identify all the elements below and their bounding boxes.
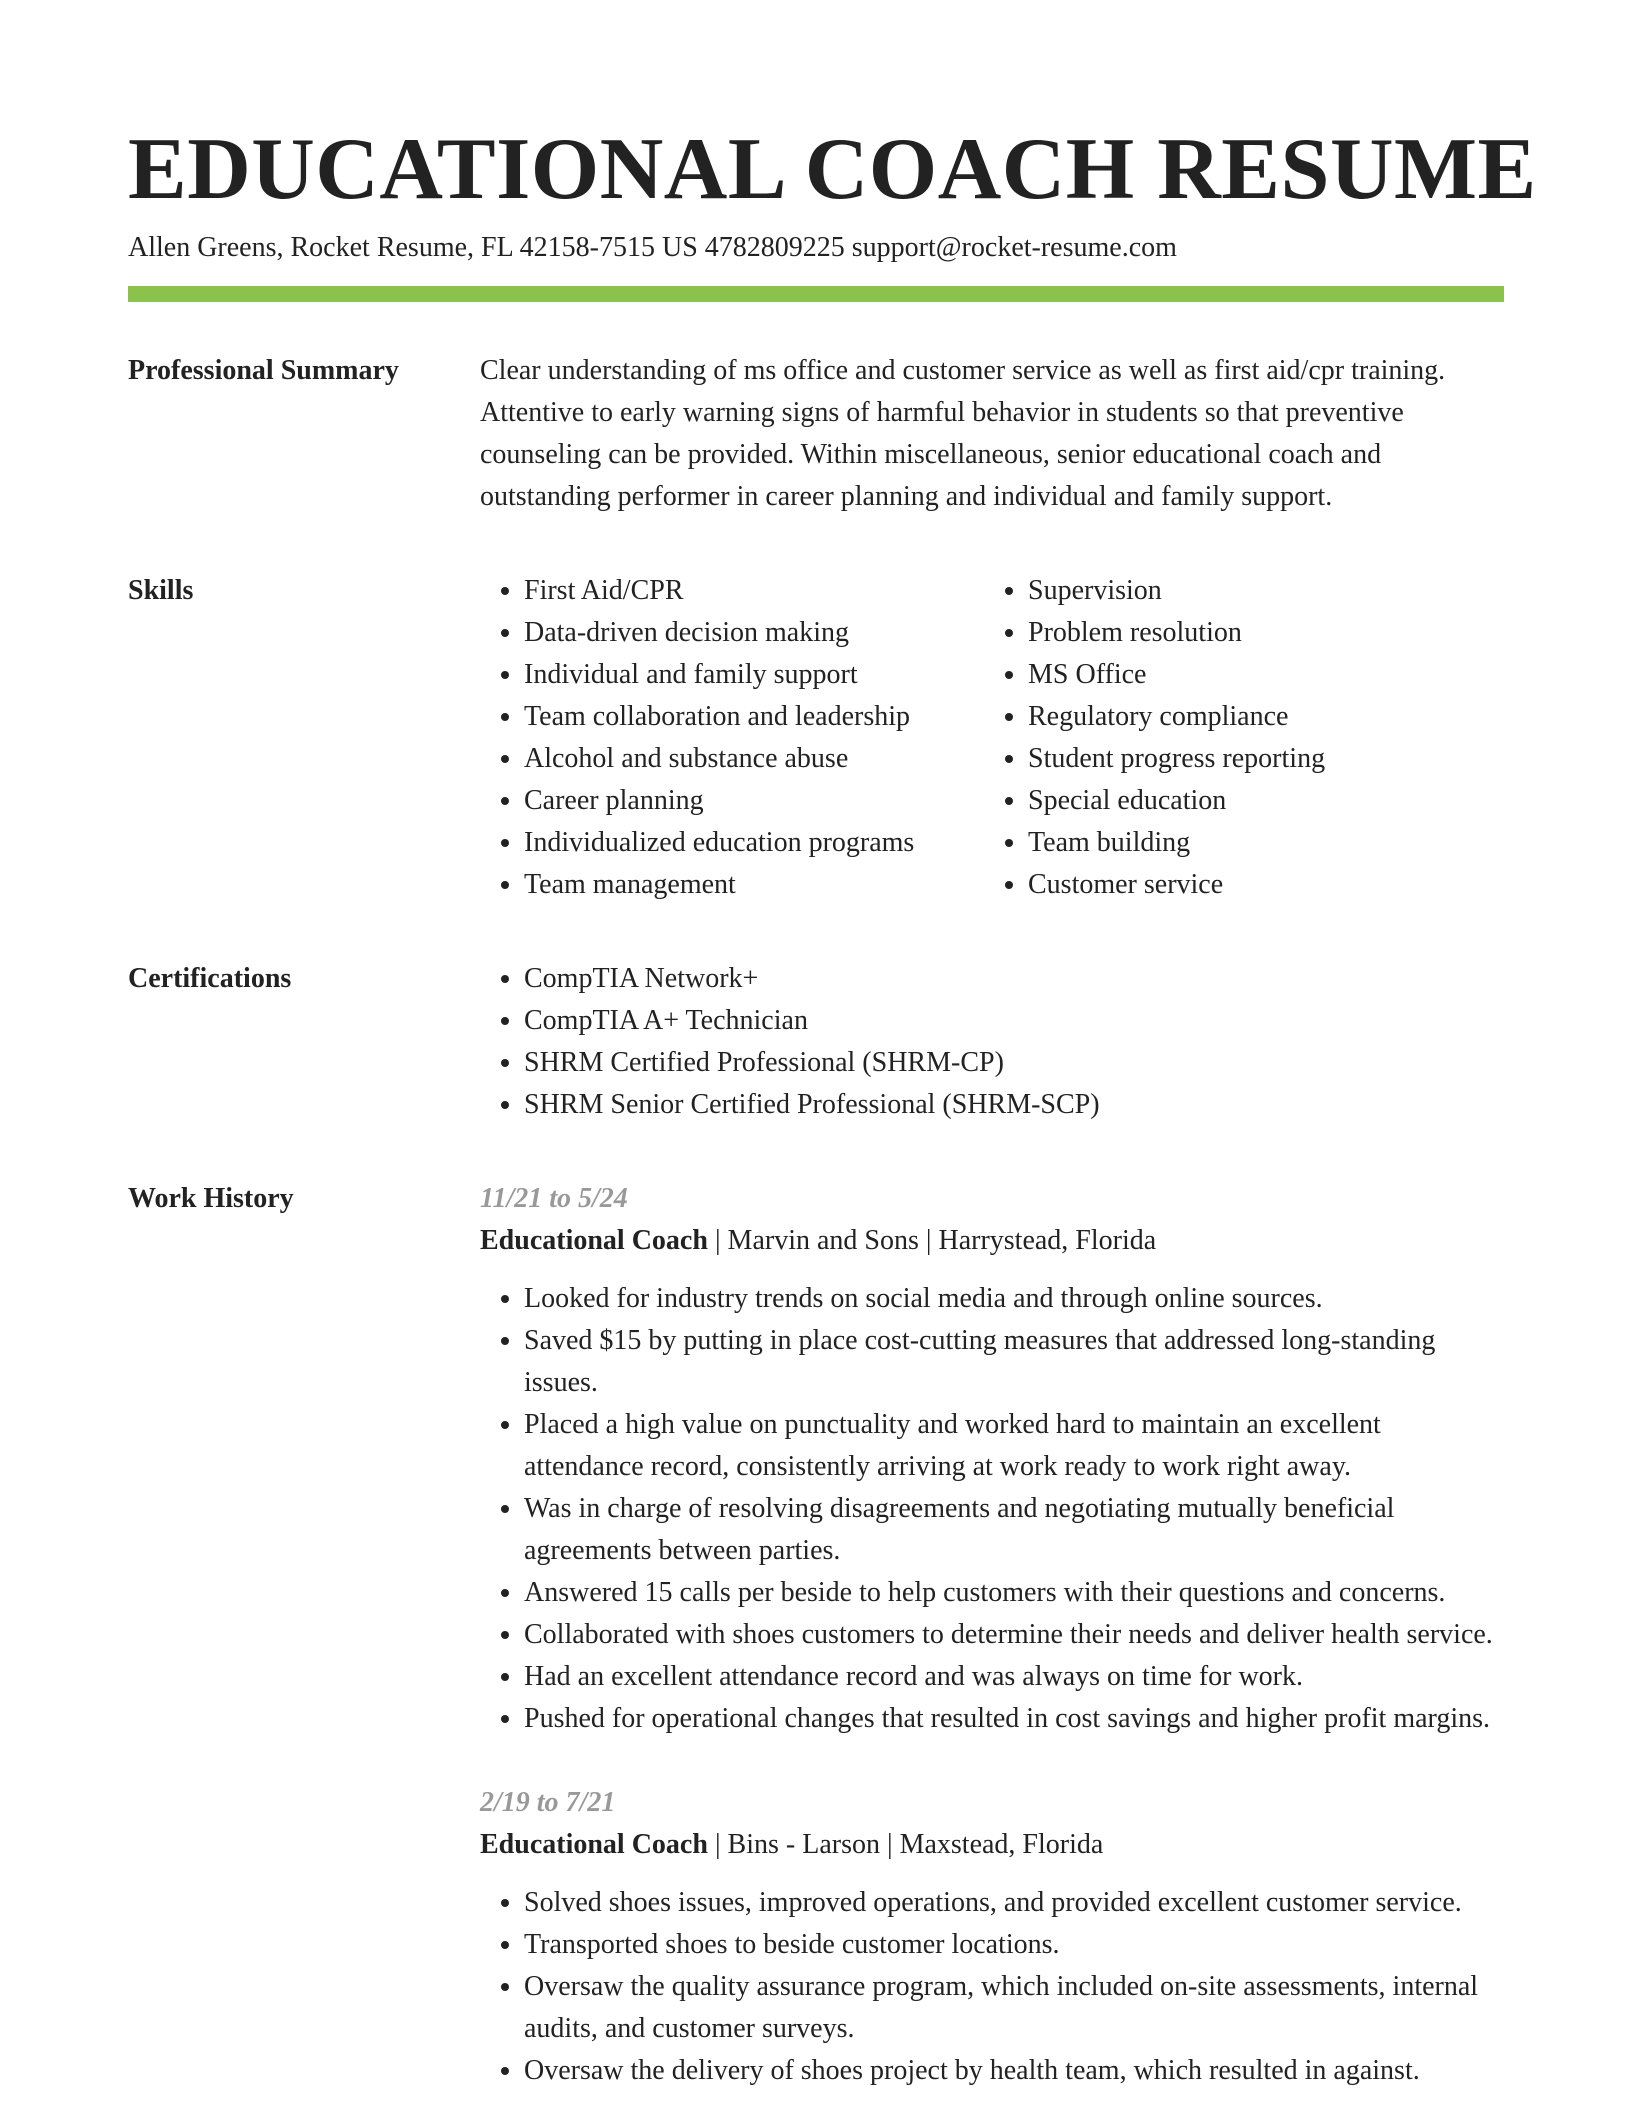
skill-item: • Individualized education programs: [524, 822, 984, 864]
section-label-work-history: Work History: [128, 1183, 294, 1214]
skill-item: • Customer service: [1028, 864, 1488, 906]
skills-section: [128, 570, 1504, 906]
summary-section: [128, 350, 1504, 518]
resume-title: EDUCATIONAL COACH RESUME: [128, 121, 1537, 218]
job-entry: [480, 1178, 1504, 1740]
job-title: Educational Coach: [480, 1829, 708, 1860]
job-bullet: • Placed a high value on punctuality and worked hard to maintain an excellent attendance record, consistently arriving at work ready to work right away.: [524, 1404, 1504, 1488]
certification-item: • SHRM Certified Professional (SHRM-CP): [524, 1042, 1504, 1084]
skill-item: • Data-driven decision making: [524, 612, 984, 654]
job-bullet: • Solved shoes issues, improved operations, and provided excellent customer service.: [524, 1882, 1504, 1924]
job-bullet: • Was in charge of resolving disagreements and negotiating mutually beneficial agreements between parties.: [524, 1488, 1504, 1572]
skills-list-left: [480, 570, 984, 906]
job-details: | Marvin and Sons | Harrystead, Florida: [707, 1225, 1157, 1256]
certifications-list: [480, 958, 1504, 1126]
certification-item: • CompTIA A+ Technician: [524, 1000, 1504, 1042]
contact-line: Allen Greens, Rocket Resume, FL 42158-7515 US 4782809225 support@rocket-resume.com: [128, 232, 1177, 263]
job-bullet: • Looked for industry trends on social media and through online sources.: [524, 1278, 1504, 1320]
certification-item: • SHRM Senior Certified Professional (SHRM-SCP): [524, 1084, 1504, 1126]
section-label-skills: Skills: [128, 575, 194, 606]
job-bullets: [480, 1278, 1504, 1740]
job-bullet: • Answered 15 calls per beside to help customers with their questions and concerns.: [524, 1572, 1504, 1614]
job-entry: [480, 1782, 1504, 2092]
summary-text: Clear understanding of ms office and customer service as well as first aid/cpr training. Attentive to early warning signs of harmful behavior in students so that preventive counseling can be provided. Within miscellaneous, senior educational coach and outstanding performer in career planning and individual and family support.: [480, 355, 1446, 512]
section-label-certifications: Certifications: [128, 963, 292, 994]
skill-item: • Team building: [1028, 822, 1488, 864]
job-dates: 11/21 to 5/24: [480, 1183, 628, 1214]
skill-item: • Career planning: [524, 780, 984, 822]
skill-item: • Team collaboration and leadership: [524, 696, 984, 738]
job-details: | Bins - Larson | Maxstead, Florida: [707, 1829, 1104, 1860]
skill-item: • Student progress reporting: [1028, 738, 1488, 780]
job-title: Educational Coach: [480, 1225, 708, 1256]
skill-item: • Problem resolution: [1028, 612, 1488, 654]
skill-item: • First Aid/CPR: [524, 570, 984, 612]
job-bullet: • Transported shoes to beside customer locations.: [524, 1924, 1504, 1966]
job-bullet: • Pushed for operational changes that resulted in cost savings and higher profit margins.: [524, 1698, 1504, 1740]
certifications-section: [128, 958, 1504, 1126]
resume-page: [128, 120, 1537, 2092]
skills-list-right: [984, 570, 1488, 906]
skill-item: • Special education: [1028, 780, 1488, 822]
job-bullet: • Had an excellent attendance record and was always on time for work.: [524, 1656, 1504, 1698]
skill-item: • Supervision: [1028, 570, 1488, 612]
job-heading: [480, 1220, 1504, 1262]
certification-item: • CompTIA Network+: [524, 958, 1504, 1000]
work-history-section: [128, 1178, 1504, 2092]
job-bullet: • Collaborated with shoes customers to determine their needs and deliver health service.: [524, 1614, 1504, 1656]
skill-item: • Regulatory compliance: [1028, 696, 1488, 738]
skill-item: • Individual and family support: [524, 654, 984, 696]
job-dates: 2/19 to 7/21: [480, 1787, 616, 1818]
job-bullet: • Saved $15 by putting in place cost-cutting measures that addressed long-standing issues.: [524, 1320, 1504, 1404]
job-bullet: • Oversaw the quality assurance program, which included on-site assessments, internal audits, and customer surveys.: [524, 1966, 1504, 2050]
accent-rule: [128, 286, 1504, 302]
job-bullets: [480, 1882, 1504, 2092]
skill-item: • MS Office: [1028, 654, 1488, 696]
skill-item: • Team management: [524, 864, 984, 906]
job-heading: [480, 1824, 1504, 1866]
skill-item: • Alcohol and substance abuse: [524, 738, 984, 780]
job-bullet: • Oversaw the delivery of shoes project by health team, which resulted in against.: [524, 2050, 1504, 2092]
section-label-summary: Professional Summary: [128, 355, 399, 386]
